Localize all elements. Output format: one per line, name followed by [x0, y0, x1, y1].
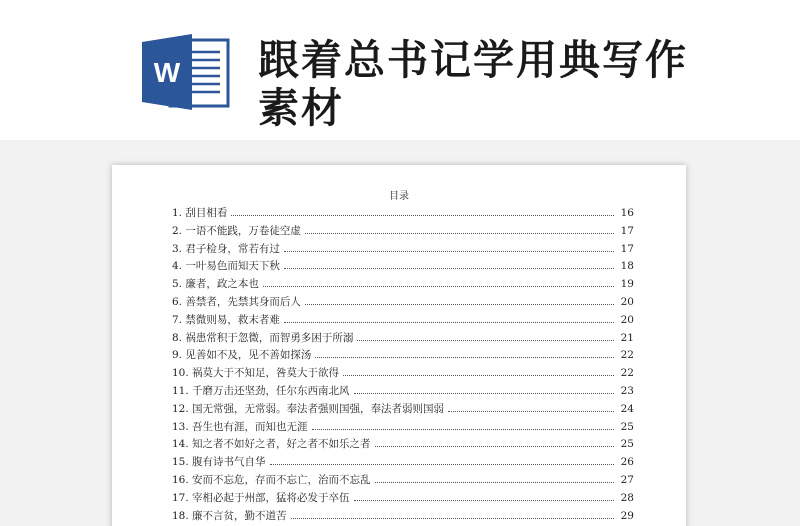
toc-entry-title: 11. 千磨万击还坚劲，任尔东西南北风: [172, 384, 350, 397]
toc-entry-title: 5. 廉者，政之本也: [172, 278, 259, 291]
toc-leader-dots: [343, 368, 614, 376]
toc-entry[interactable]: [172, 365, 634, 383]
toc-entry-title: 2. 一语不能践，万卷徒空虚: [172, 224, 301, 237]
toc-entry-page: 24: [620, 402, 634, 415]
toc-leader-dots: [270, 457, 614, 465]
toc-entry[interactable]: [172, 419, 634, 437]
toc-leader-dots: [354, 386, 614, 394]
toc-entry-title: 9. 见善如不及，见不善如探汤: [172, 349, 312, 362]
toc-leader-dots: [375, 475, 614, 483]
toc-leader-dots: [315, 350, 614, 358]
header: [0, 0, 800, 140]
toc-entry-title: 7. 禁微则易，救末者难: [172, 313, 280, 326]
toc-entry-title: 6. 善禁者，先禁其身而后人: [172, 295, 301, 308]
word-document-icon: [140, 32, 232, 112]
toc-entry-page: 22: [620, 367, 634, 380]
toc-entry-page: 18: [620, 260, 634, 273]
toc-entry-page: 26: [620, 456, 634, 469]
toc-entry[interactable]: [172, 383, 634, 401]
toc-entry-title: 16. 安而不忘危，存而不忘亡，治而不忘乱: [172, 473, 371, 486]
toc-entry[interactable]: [172, 330, 634, 348]
toc-heading: 目录: [389, 191, 409, 202]
toc-leader-dots: [284, 244, 614, 252]
toc-entry[interactable]: [172, 472, 634, 490]
toc-entry-title: 4. 一叶易色而知天下秋: [172, 260, 280, 273]
toc-leader-dots: [354, 493, 614, 501]
toc-leader-dots: [375, 439, 614, 447]
toc-entry-page: 28: [620, 491, 634, 504]
toc-entry-page: 22: [620, 349, 634, 362]
toc-entry-title: 15. 腹有诗书气自华: [172, 456, 266, 469]
toc-entry-page: 20: [620, 295, 634, 308]
toc-leader-dots: [357, 333, 614, 341]
toc-leader-dots: [284, 261, 614, 269]
toc-entry[interactable]: [172, 347, 634, 365]
logo-letter: W: [153, 57, 181, 88]
toc-entry-title: 17. 宰相必起于州部，猛将必发于卒伍: [172, 491, 350, 504]
toc-leader-dots: [305, 226, 614, 234]
toc-leader-dots: [305, 297, 614, 305]
toc-entry-page: 25: [620, 420, 634, 433]
toc-entry[interactable]: [172, 401, 634, 419]
toc-leader-dots: [263, 279, 614, 287]
toc-leader-dots: [291, 511, 614, 519]
toc-entry-page: 17: [620, 224, 634, 237]
toc-entry-title: 1. 刮目相看: [172, 207, 228, 219]
toc-entry-page: 21: [620, 331, 634, 344]
toc-entry-title: 12. 国无常强，无常弱。奉法者强则国强，奉法者弱则国弱: [172, 402, 445, 415]
toc-entry[interactable]: [172, 241, 634, 259]
toc-entry[interactable]: [172, 312, 634, 330]
toc-entry[interactable]: [172, 276, 634, 294]
toc-entry-title: 13. 吾生也有涯，而知也无涯: [172, 420, 308, 433]
document-page: [112, 165, 686, 526]
toc-leader-dots: [312, 422, 614, 430]
toc-entry-page: 16: [620, 207, 634, 219]
toc-entry-title: 3. 君子检身，常若有过: [172, 242, 280, 255]
toc-entry[interactable]: [172, 294, 634, 312]
toc-entry[interactable]: [172, 508, 634, 526]
toc-leader-dots: [231, 208, 614, 216]
toc-list: [172, 205, 634, 525]
toc-entry-title: 18. 廉不言贫，勤不道苦: [172, 509, 287, 522]
toc-entry-page: 27: [620, 473, 634, 486]
toc-entry-title: 10. 祸莫大于不知足，咎莫大于欲得: [172, 367, 340, 380]
toc-entry-page: 19: [620, 278, 634, 291]
toc-entry-page: 23: [620, 384, 634, 397]
toc-entry-page: 17: [620, 242, 634, 255]
toc-entry-page: 29: [620, 509, 634, 522]
toc-entry-page: 25: [620, 438, 634, 451]
toc-entry-title: 14. 知之者不如好之者，好之者不如乐之者: [172, 438, 371, 451]
toc-entry[interactable]: [172, 205, 634, 223]
toc-entry[interactable]: [172, 454, 634, 472]
toc-entry[interactable]: [172, 223, 634, 241]
toc-entry[interactable]: [172, 490, 634, 508]
toc-leader-dots: [448, 404, 614, 412]
toc-entry[interactable]: [172, 436, 634, 454]
page-title: 跟着总书记学用典写作素材: [258, 36, 688, 132]
toc-entry-page: 20: [620, 313, 634, 326]
toc-entry-title: 8. 祸患常积于忽微，而智勇多困于所溺: [172, 331, 354, 344]
toc-entry[interactable]: [172, 258, 634, 276]
toc-leader-dots: [284, 315, 614, 323]
